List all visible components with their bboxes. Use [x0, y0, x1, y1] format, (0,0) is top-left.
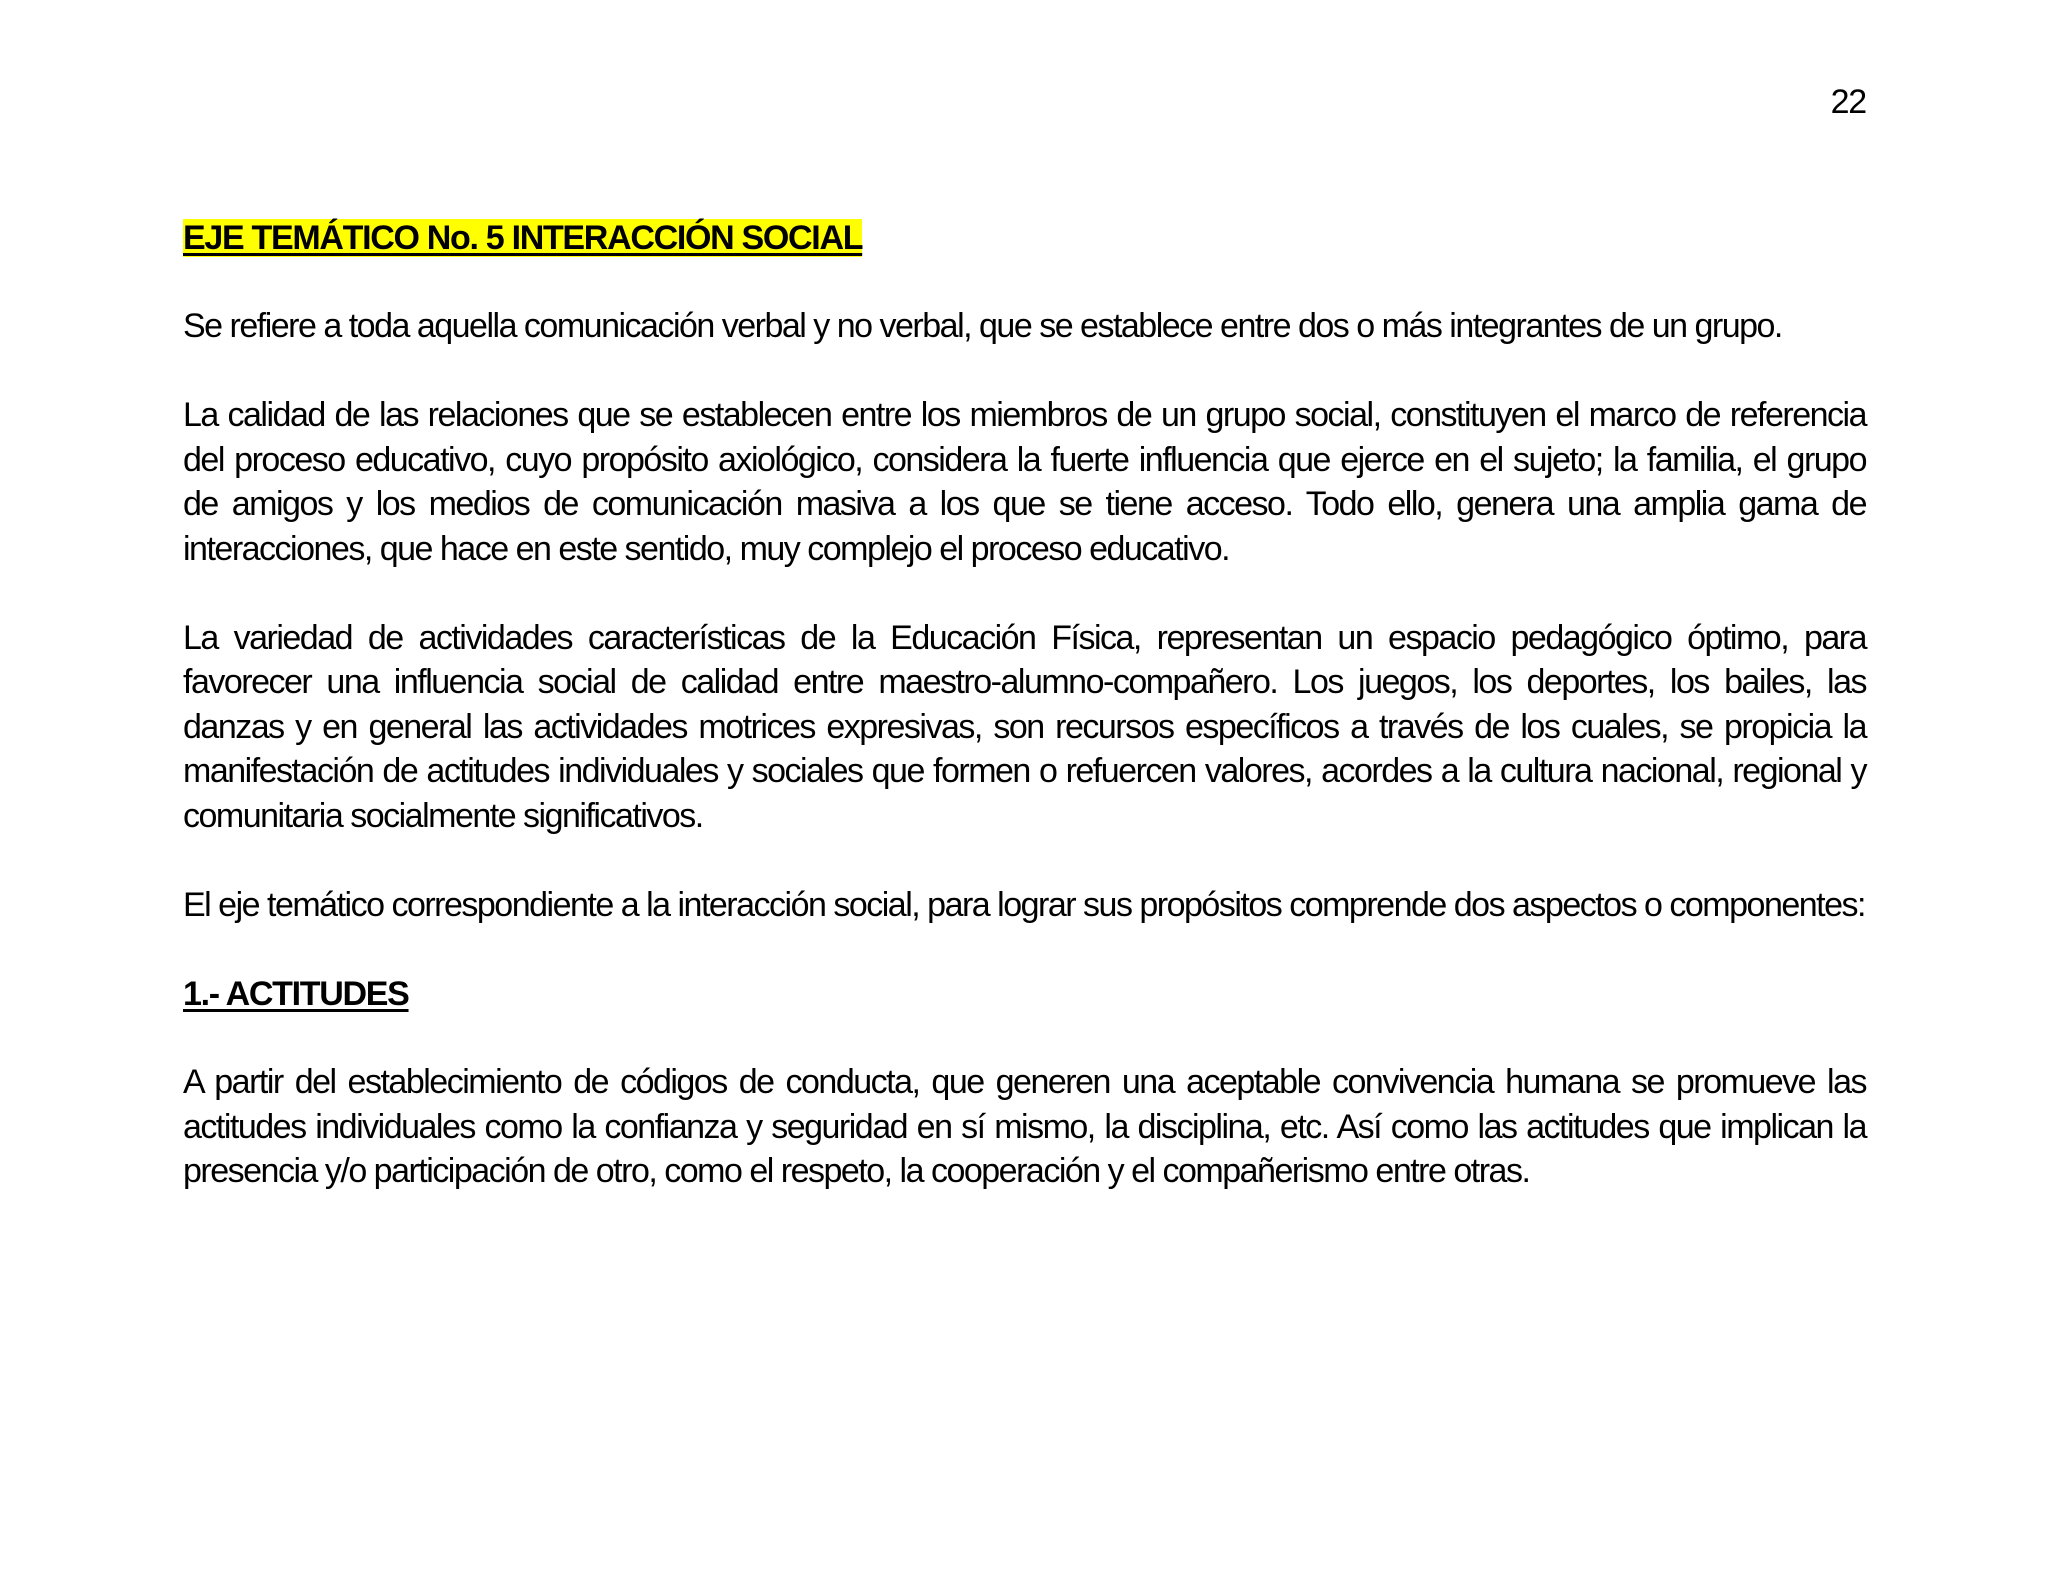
page-content	[183, 216, 1866, 1194]
paragraph-attitudes: A partir del establecimiento de códigos de conducta, que generen una aceptable convivencia humana se promueve las actitudes individuales como la confianza y seguridad en sí mismo, la disciplina, etc. Así como las actitudes que implican la presencia y/o participación de otro, como el respeto, la cooperación y el compañerismo entre otras.	[183, 1063, 1866, 1190]
page-number: 22	[1830, 83, 1866, 121]
paragraph-physical-education: La variedad de actividades características de la Educación Física, representan un espacio pedagógico óptimo, para favorecer una influencia social de calidad entre maestro-alumno-compañero. Los juegos, los deportes, los bailes, las danzas y en general las actividades motrices expresivas, son recursos específicos a través de los cuales, se propicia la manifestación de actitudes individuales y sociales que formen o refuercen valores, acordes a la cultura nacional, regional y comunitaria socialmente significativos.	[183, 618, 1866, 835]
subsection-title-text: 1.- ACTITUDES	[183, 974, 409, 1013]
section-title-text: EJE TEMÁTICO No. 5 INTERACCIÓN SOCIAL	[183, 219, 863, 257]
subsection-title	[183, 972, 1866, 1016]
section-title	[183, 216, 1866, 260]
paragraph-relations-quality: La calidad de las relaciones que se establecen entre los miembros de un grupo social, constituyen el marco de referencia del proceso educativo, cuyo propósito axiológico, considera la fuerte influencia que ejerce en el sujeto; la familia, el grupo de amigos y los medios de comunicación masiva a los que se tiene acceso. Todo ello, genera una amplia gama de interacciones, que hace en este sentido, muy complejo el proceso educativo.	[183, 396, 1866, 568]
paragraph-definition: Se refiere a toda aquella comunicación verbal y no verbal, que se establece entre dos o más integrantes de un grupo.	[183, 307, 1782, 345]
paragraph-components-intro: El eje temático correspondiente a la interacción social, para lograr sus propósitos comprende dos aspectos o componentes:	[183, 885, 1865, 924]
